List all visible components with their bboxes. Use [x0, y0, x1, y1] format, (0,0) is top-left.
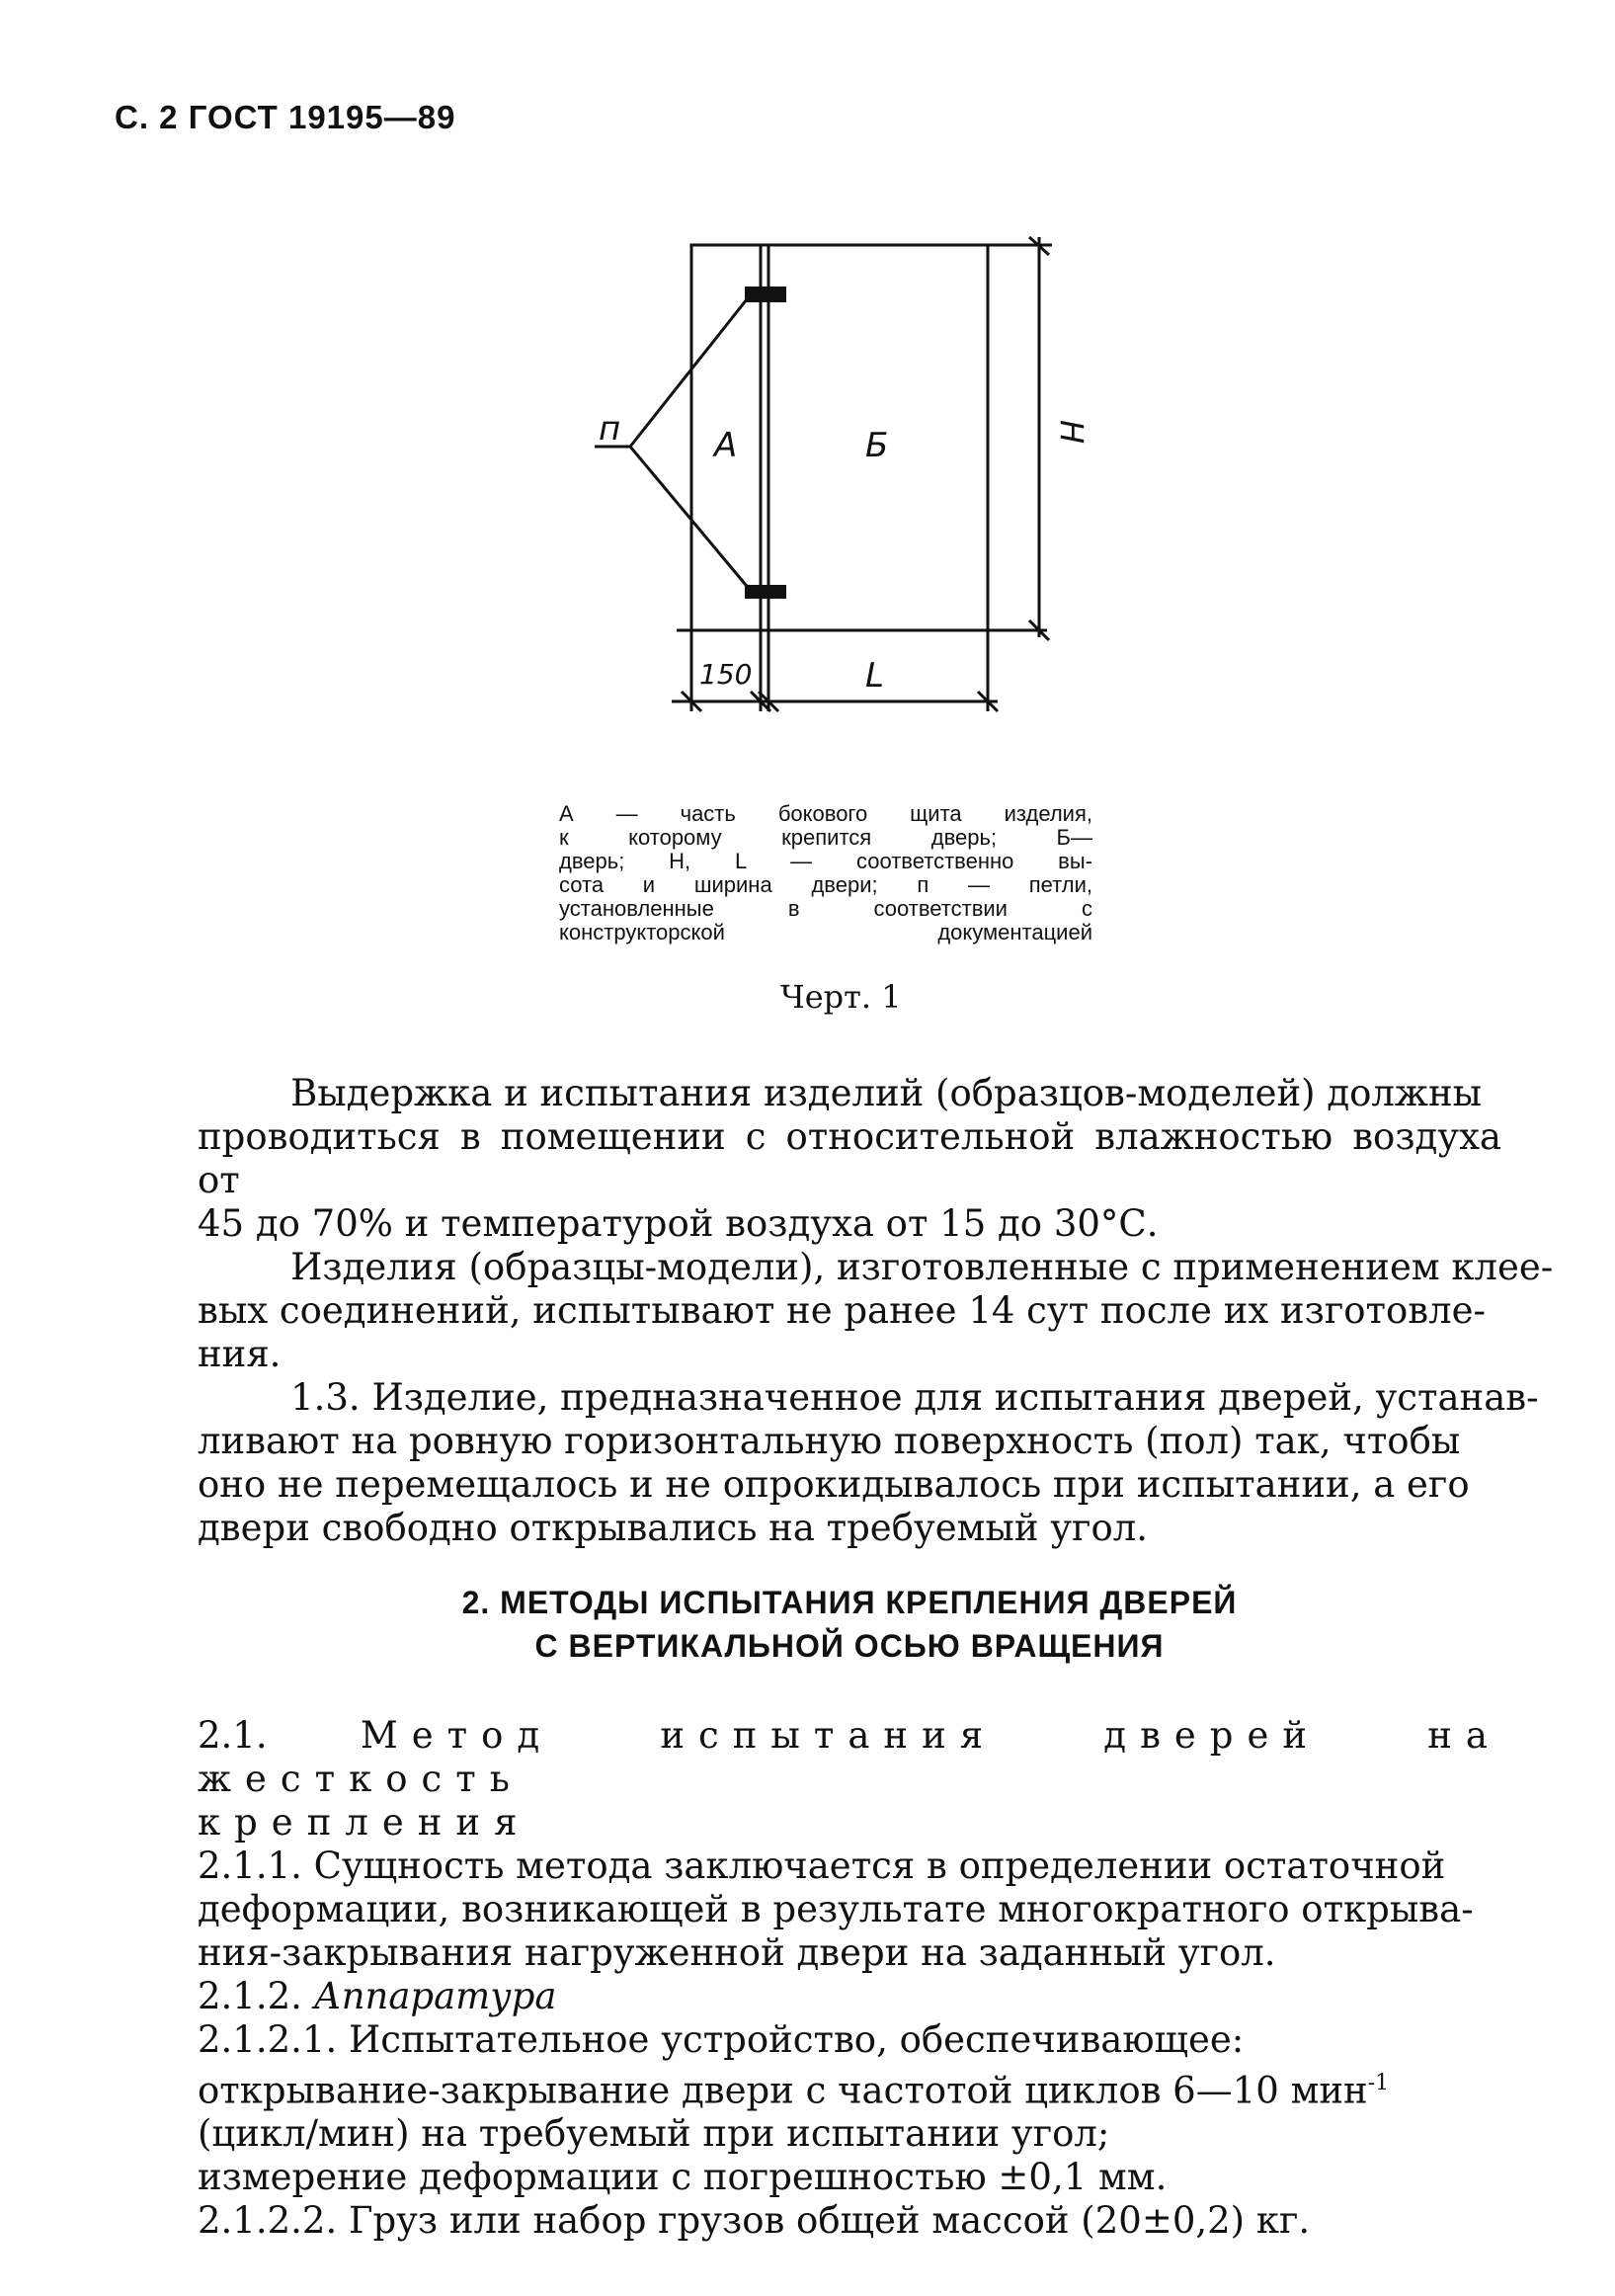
frequency-text: открывание-закрывание двери с частотой циклов 6—10 мин	[198, 2069, 1368, 2112]
caption-line: сота и ширина двери; п — петли,	[559, 872, 1092, 897]
figure-caption	[559, 802, 1092, 944]
caption-line: конструкторской документацией	[559, 920, 1092, 944]
text-line: 2.1.1. Сущность метода заключается в определении остаточной	[198, 1845, 1446, 1887]
section-2-title	[198, 1581, 1501, 1668]
section-title-line: 2. МЕТОДЫ ИСПЫТАНИЯ КРЕПЛЕНИЯ ДВЕРЕЙ	[461, 1585, 1238, 1620]
label-150: 150	[699, 658, 753, 691]
text-line: двери свободно открывались на требуемый угол.	[198, 1507, 1148, 1549]
caption-line: А — часть бокового щита изделия,	[559, 801, 1092, 826]
subsection-title: Метод испытания дверей на жесткость	[198, 1714, 1501, 1800]
subsection-title: Аппаратура	[313, 1975, 557, 2017]
figure-door-drawing	[583, 227, 1096, 741]
text-line: вых соединений, испытывают не ранее 14 сут после их изготовле-	[198, 1289, 1486, 1332]
text-line: оно не перемещалось и не опрокидывалось при испытании, а его	[198, 1463, 1470, 1506]
text-line: ния-закрывания нагруженной двери на заданный угол.	[198, 1931, 1276, 1974]
text-line: ния.	[198, 1333, 282, 1375]
label-L: L	[865, 656, 884, 696]
label-n: п	[599, 409, 621, 449]
text-line: Выдержка и испытания изделий (образцов-моделей) должны	[198, 1072, 1483, 1114]
section-title-line: С ВЕРТИКАЛЬНОЙ ОСЬЮ ВРАЩЕНИЯ	[534, 1628, 1165, 1664]
subsection-2-1-heading	[198, 1714, 1501, 1801]
superscript: -1	[1367, 2071, 1390, 2095]
text-line: деформации, возникающей в результате многократного открыва-	[198, 1888, 1474, 1930]
text-line: Изделия (образцы-модели), изготовленные с применением клее-	[198, 1246, 1554, 1288]
subsection-number: 2.1.2.	[198, 1975, 302, 2017]
subsection-title-continued: крепления	[198, 1801, 531, 1844]
text-line: ливают на ровную горизонтальную поверхность (пол) так, чтобы	[198, 1420, 1461, 1462]
text-line: 2.1.2.1. Испытательное устройство, обеспечивающее:	[198, 2018, 1245, 2061]
text-line: 45 до 70% и температурой воздуха от 15 до 30°С.	[198, 1202, 1159, 1245]
text-line: 2.1.2.2. Груз или набор грузов общей массой (20±0,2) кг.	[198, 2199, 1311, 2243]
section-2-body	[198, 1714, 1501, 2243]
figure-number: Черт. 1	[780, 978, 902, 1016]
paragraph-conditions	[198, 1072, 1554, 1550]
label-H: H	[1053, 420, 1090, 445]
hinge-bottom	[745, 585, 786, 599]
text-line	[198, 2062, 1501, 2112]
caption-line: дверь; H, L — соответственно вы-	[559, 849, 1092, 873]
text-line: 1.3. Изделие, предназначенное для испытания дверей, устанав-	[198, 1376, 1539, 1419]
label-A: А	[714, 426, 738, 465]
text-line: измерение деформации с погрешностью ±0,1 мм.	[198, 2156, 1168, 2199]
subsection-number: 2.1.	[198, 1714, 268, 1757]
page-header: С. 2 ГОСТ 19195—89	[115, 99, 456, 135]
label-B: Б	[865, 426, 889, 465]
caption-line: к которому крепится дверь; Б—	[559, 825, 1092, 850]
hinge-top	[745, 287, 786, 302]
subsection-2-1-2-heading	[198, 1975, 1501, 2018]
text-line: (цикл/мин) на требуемый при испытании угол;	[198, 2112, 1110, 2156]
text-line: проводиться в помещении с относительной влажностью воздуха от	[198, 1115, 1501, 1201]
caption-line: установленные в соответствии с	[559, 896, 1092, 921]
